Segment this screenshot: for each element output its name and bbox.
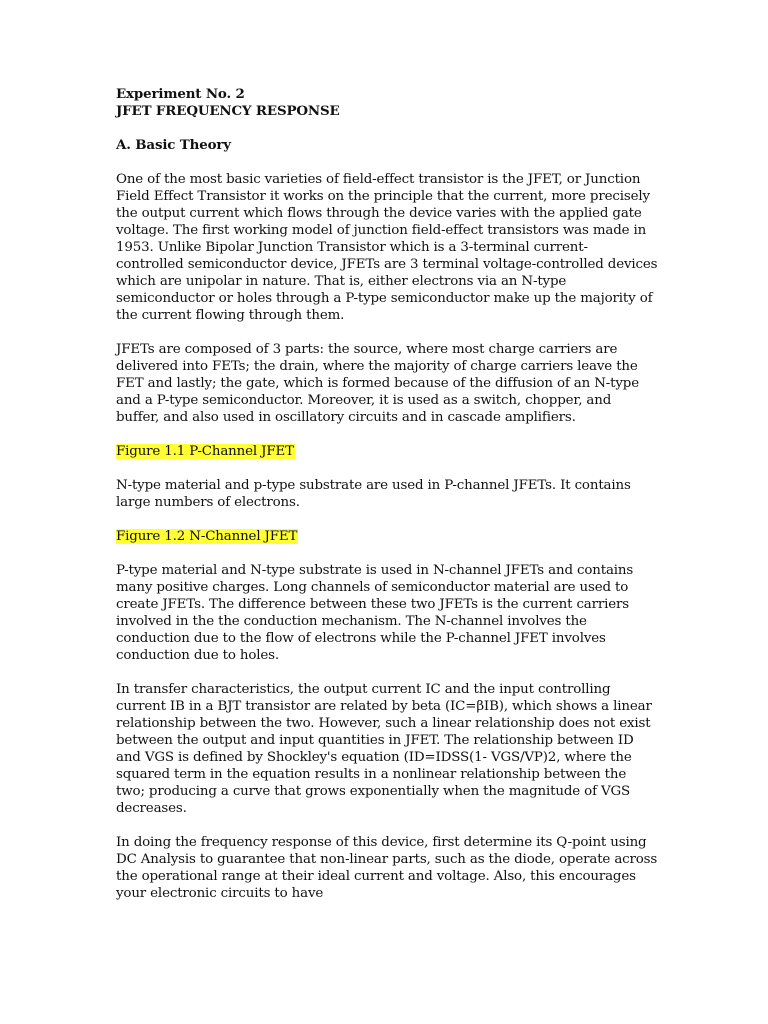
paragraph-line: 1953. Unlike Bipolar Junction Transistor which is a 3-terminal current- bbox=[116, 240, 588, 255]
highlighted-text: Figure 1.1 P-Channel JFET bbox=[116, 444, 294, 459]
paragraph-frequency-response bbox=[116, 834, 656, 902]
paragraph-line: In doing the frequency response of this device, first determine its Q-point using bbox=[116, 835, 647, 850]
paragraph-line: squared term in the equation results in a nonlinear relationship between the bbox=[116, 767, 627, 782]
paragraph-p-channel bbox=[116, 477, 656, 511]
paragraph-line: create JFETs. The difference between these two JFETs is the current carriers bbox=[116, 597, 630, 612]
paragraph-line: controlled semiconductor device, JFETs are 3 terminal voltage-controlled devices bbox=[116, 257, 658, 272]
paragraph-line: the current flowing through them. bbox=[116, 308, 345, 323]
paragraph-line: DC Analysis to guarantee that non-linear parts, such as the diode, operate across bbox=[116, 852, 658, 867]
paragraph-line: JFETs are composed of 3 parts: the source, where most charge carriers are bbox=[116, 342, 618, 357]
section-heading-basic-theory: A. Basic Theory bbox=[116, 137, 231, 153]
paragraph-line: FET and lastly; the gate, which is formed because of the diffusion of an N-type bbox=[116, 376, 639, 391]
paragraph-line: and a P-type semiconductor. Moreover, it is used as a switch, chopper, and bbox=[116, 393, 612, 408]
experiment-number: Experiment No. 2 bbox=[116, 86, 245, 102]
paragraph-line: conduction due to the flow of electrons while the P-channel JFET involves bbox=[116, 631, 606, 646]
paragraph-line: N-type material and p-type substrate are used in P-channel JFETs. It contains bbox=[116, 478, 631, 493]
paragraph-line: buffer, and also used in oscillatory circuits and in cascade amplifiers. bbox=[116, 410, 576, 425]
paragraph-line: between the output and input quantities in JFET. The relationship between ID bbox=[116, 733, 634, 748]
highlighted-text: Figure 1.2 N-Channel JFET bbox=[116, 529, 298, 544]
paragraph-transfer-characteristics bbox=[116, 681, 656, 817]
paragraph-line: conduction due to holes. bbox=[116, 648, 279, 663]
paragraph-line: the output current which flows through the device varies with the applied gate bbox=[116, 206, 642, 221]
paragraph-line: decreases. bbox=[116, 801, 187, 816]
paragraph-line: your electronic circuits to have bbox=[116, 886, 324, 901]
document-page bbox=[116, 86, 656, 902]
paragraph-line: One of the most basic varieties of field-effect transistor is the JFET, or Junction bbox=[116, 172, 641, 187]
paragraph-line: and VGS is defined by Shockley's equation (ID=IDSS(1- VGS/VP)2, where the bbox=[116, 750, 632, 765]
paragraph-line: current IB in a BJT transistor are related by beta (IC=βIB), which shows a linear bbox=[116, 699, 652, 714]
paragraph-line: voltage. The first working model of junction field-effect transistors was made in bbox=[116, 223, 647, 238]
paragraph-line: P-type material and N-type substrate is used in N-channel JFETs and contains bbox=[116, 563, 634, 578]
figure-label-p-channel bbox=[116, 443, 656, 460]
document-title: JFET FREQUENCY RESPONSE bbox=[116, 103, 340, 119]
paragraph-line: In transfer characteristics, the output current IC and the input controlling bbox=[116, 682, 611, 697]
paragraph-jfet-parts bbox=[116, 341, 656, 426]
paragraph-line: involved in the the conduction mechanism. The N-channel involves the bbox=[116, 614, 587, 629]
paragraph-line: two; producing a curve that grows exponentially when the magnitude of VGS bbox=[116, 784, 631, 799]
figure-label-n-channel bbox=[116, 528, 656, 545]
paragraph-line: many positive charges. Long channels of semiconductor material are used to bbox=[116, 580, 629, 595]
paragraph-line: which are unipolar in nature. That is, either electrons via an N-type bbox=[116, 274, 567, 289]
paragraph-jfet-intro bbox=[116, 171, 656, 324]
paragraph-line: semiconductor or holes through a P-type semiconductor make up the majority of bbox=[116, 291, 653, 306]
paragraph-n-channel bbox=[116, 562, 656, 664]
paragraph-line: relationship between the two. However, such a linear relationship does not exist bbox=[116, 716, 651, 731]
paragraph-line: Field Effect Transistor it works on the principle that the current, more precisely bbox=[116, 189, 650, 204]
paragraph-line: large numbers of electrons. bbox=[116, 495, 300, 510]
paragraph-line: delivered into FETs; the drain, where the majority of charge carriers leave the bbox=[116, 359, 638, 374]
paragraph-line: the operational range at their ideal current and voltage. Also, this encourages bbox=[116, 869, 636, 884]
